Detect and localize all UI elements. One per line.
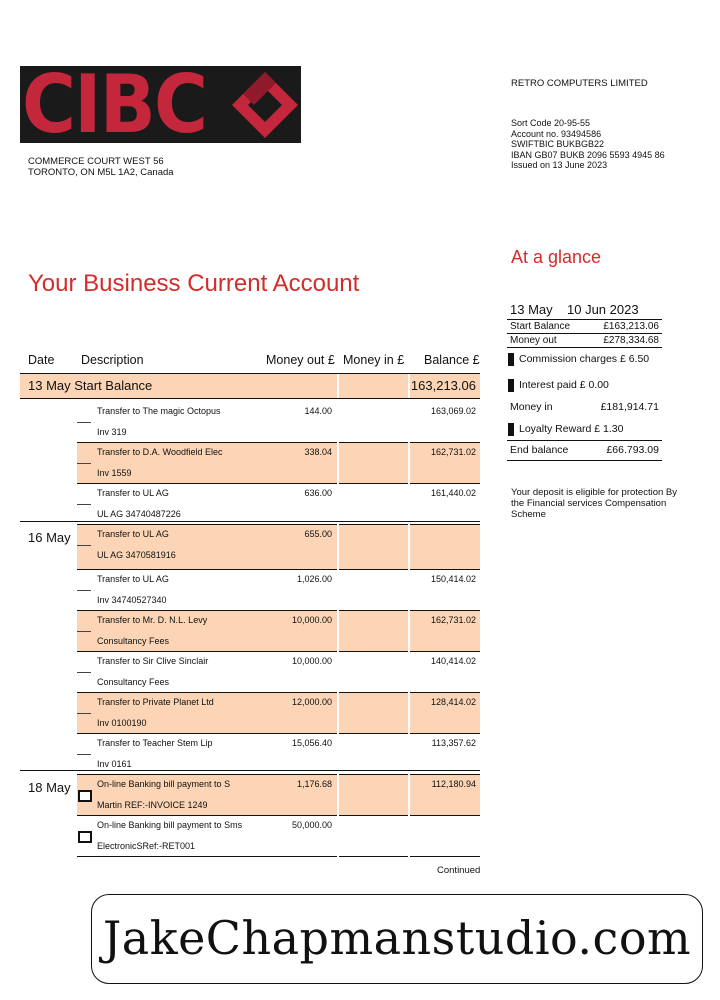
money-out-value: 50,000.00	[291, 820, 332, 830]
balance-value: 163,069.02	[430, 406, 476, 416]
row-divider	[410, 856, 480, 857]
header-balance: Balance £	[424, 353, 480, 367]
description-ref: UL AG 3470581916	[97, 550, 176, 560]
start-row-band	[339, 373, 408, 398]
interest-row	[507, 374, 662, 396]
period-end: 10 Jun 2023	[567, 302, 639, 317]
start-balance-value: £163,213.06	[603, 321, 659, 332]
address-line: COMMERCE COURT WEST 56	[28, 156, 164, 167]
date-divider	[20, 521, 480, 522]
description-line: Transfer to Mr. D. N.L. Levy	[97, 615, 208, 625]
sort-code: Sort Code 20-95-55	[511, 118, 591, 128]
interest-text: Interest paid £ 0.00	[519, 379, 609, 391]
date-divider	[20, 770, 480, 771]
start-balance-amount: 163,213.06	[410, 378, 476, 393]
row-divider	[410, 569, 480, 570]
card-icon	[78, 831, 92, 843]
description-ref: Inv 34740527340	[97, 595, 167, 605]
row-band	[339, 693, 408, 733]
company-name: RETRO COMPUTERS LIMITED	[511, 78, 648, 89]
row-divider	[77, 483, 337, 484]
row-band	[339, 611, 408, 651]
money-out-label: Money out	[510, 335, 557, 346]
dash-marker	[77, 754, 91, 755]
glance-period	[507, 302, 662, 319]
dash-marker	[77, 422, 91, 423]
description-line: Transfer to D.A. Woodfield Elec	[97, 447, 223, 457]
address-line: TORONTO, ON M5L 1A2, Canada	[28, 167, 174, 178]
row-divider	[339, 733, 408, 734]
balance-value: 140,414.02	[430, 656, 476, 666]
balance-value: 112,180.94	[431, 779, 476, 789]
bullet-square-icon	[508, 353, 514, 366]
row-divider	[77, 815, 337, 816]
row-divider	[410, 733, 480, 734]
description-ref: Consultancy Fees	[97, 636, 170, 646]
balance-value: 162,731.02	[430, 615, 476, 625]
bullet-square-icon	[508, 379, 514, 392]
swift-code: SWIFTBIC BUKBGB22	[511, 139, 605, 150]
header-money-out: Money out £	[266, 353, 335, 367]
end-balance-row	[507, 440, 662, 461]
money-out-value: 12,000.00	[291, 697, 332, 707]
logo-text: CIBC	[22, 58, 207, 151]
money-in-row	[507, 396, 662, 418]
balance-value: 113,357.62	[431, 738, 476, 748]
period-start: 13 May	[510, 302, 553, 317]
row-divider	[77, 651, 337, 652]
description-line: Transfer to UL AG	[97, 488, 169, 498]
date-label: 18 May	[28, 780, 71, 795]
divider	[20, 398, 480, 399]
bullet-square-icon	[508, 423, 514, 436]
description-ref: UL AG 34740487226	[97, 509, 181, 519]
description-line: On-line Banking bill payment to Sms	[97, 820, 243, 830]
description-line: Transfer to Private Planet Ltd	[97, 697, 214, 707]
description-ref: Inv 0100190	[97, 718, 147, 728]
row-band	[339, 525, 408, 569]
cibc-logo	[20, 58, 301, 151]
money-out-value: 1,026.00	[296, 574, 332, 584]
row-divider	[77, 569, 337, 570]
money-out-value: 636.00	[304, 488, 332, 498]
row-divider	[410, 815, 480, 816]
account-number: Account no. 93494586	[511, 128, 602, 139]
commission-row	[507, 347, 662, 370]
row-divider	[410, 651, 480, 652]
row-divider	[339, 856, 408, 857]
money-out-value: 15,056.40	[291, 738, 332, 748]
row-band	[339, 775, 408, 815]
commission-text: Commission charges £ 6.50	[519, 353, 650, 365]
diamond-icon	[230, 70, 300, 140]
start-balance-label: 13 May Start Balance	[28, 378, 153, 393]
protection-note: Your deposit is eligible for protection By the Financial services Compensation Scheme	[511, 487, 677, 520]
account-details	[511, 118, 665, 171]
row-divider	[410, 483, 480, 484]
balance-value: 128,414.02	[430, 697, 476, 707]
description-line: Transfer to Sir Clive Sinclair	[97, 656, 209, 666]
dash-marker	[77, 504, 91, 505]
description-line: Transfer to UL AG	[97, 529, 169, 539]
dash-marker	[77, 590, 91, 591]
watermark: JakeChapmanstudio.com	[91, 894, 703, 984]
end-balance-label: End balance	[510, 444, 569, 456]
description-ref: Martin REF:-INVOICE 1249	[97, 800, 208, 810]
description-ref: Consultancy Fees	[97, 677, 170, 687]
money-out-value: 144.00	[304, 406, 332, 416]
description-ref: Inv 0161	[97, 759, 132, 769]
description-line: Transfer to The magic Octopus	[97, 406, 221, 416]
glance-panel	[507, 302, 662, 461]
balance-value: 162,731.02	[430, 447, 476, 457]
row-band	[339, 443, 408, 483]
row-divider	[77, 733, 337, 734]
card-icon	[78, 790, 92, 802]
continued-label: Continued	[437, 865, 481, 876]
money-in-label: Money in	[510, 401, 553, 413]
money-out-row	[507, 333, 662, 347]
divider	[20, 373, 480, 374]
balance-value: 161,440.02	[430, 488, 476, 498]
row-divider	[339, 483, 408, 484]
header-date: Date	[28, 353, 55, 367]
header-money-in: Money in £	[343, 353, 405, 367]
dash-marker	[77, 713, 91, 714]
money-out-value: £278,334.68	[603, 335, 659, 346]
page-title: Your Business Current Account	[28, 270, 360, 297]
money-in-value: £181,914.71	[600, 401, 659, 413]
glance-title: At a glance	[511, 247, 602, 267]
description-line: Transfer to Teacher Stem Lip	[97, 738, 213, 748]
iban: IBAN GB07 BUKB 2096 5593 4945 86	[511, 149, 665, 160]
description-line: Transfer to UL AG	[97, 574, 169, 584]
description-line: On-line Banking bill payment to S	[97, 779, 231, 789]
money-out-value: 338.04	[304, 447, 332, 457]
dash-marker	[77, 672, 91, 673]
date-label: 16 May	[28, 530, 71, 545]
description-ref: Inv 319	[97, 427, 127, 437]
dash-marker	[77, 545, 91, 546]
row-band	[410, 525, 480, 569]
loyalty-row	[507, 418, 662, 440]
money-out-value: 10,000.00	[291, 656, 332, 666]
balance-value: 150,414.02	[430, 574, 476, 584]
description-ref: Inv 1559	[97, 468, 132, 478]
loyalty-text: Loyalty Reward £ 1.30	[519, 423, 624, 435]
start-balance-row	[507, 319, 662, 333]
row-divider	[339, 815, 408, 816]
start-balance-label: Start Balance	[510, 321, 571, 332]
money-out-value: 10,000.00	[291, 615, 332, 625]
description-ref: ElectronicSRef:-RET001	[97, 841, 196, 851]
money-out-value: 1,176.68	[296, 779, 332, 789]
header-description: Description	[81, 353, 144, 367]
row-divider	[339, 651, 408, 652]
row-divider	[77, 856, 337, 857]
row-divider	[339, 569, 408, 570]
money-out-value: 655.00	[304, 529, 332, 539]
end-balance-value: £66.793.09	[606, 444, 659, 456]
dash-marker	[77, 463, 91, 464]
issue-date: Issued on 13 June 2023	[511, 160, 608, 171]
dash-marker	[77, 631, 91, 632]
bank-address	[28, 156, 174, 178]
